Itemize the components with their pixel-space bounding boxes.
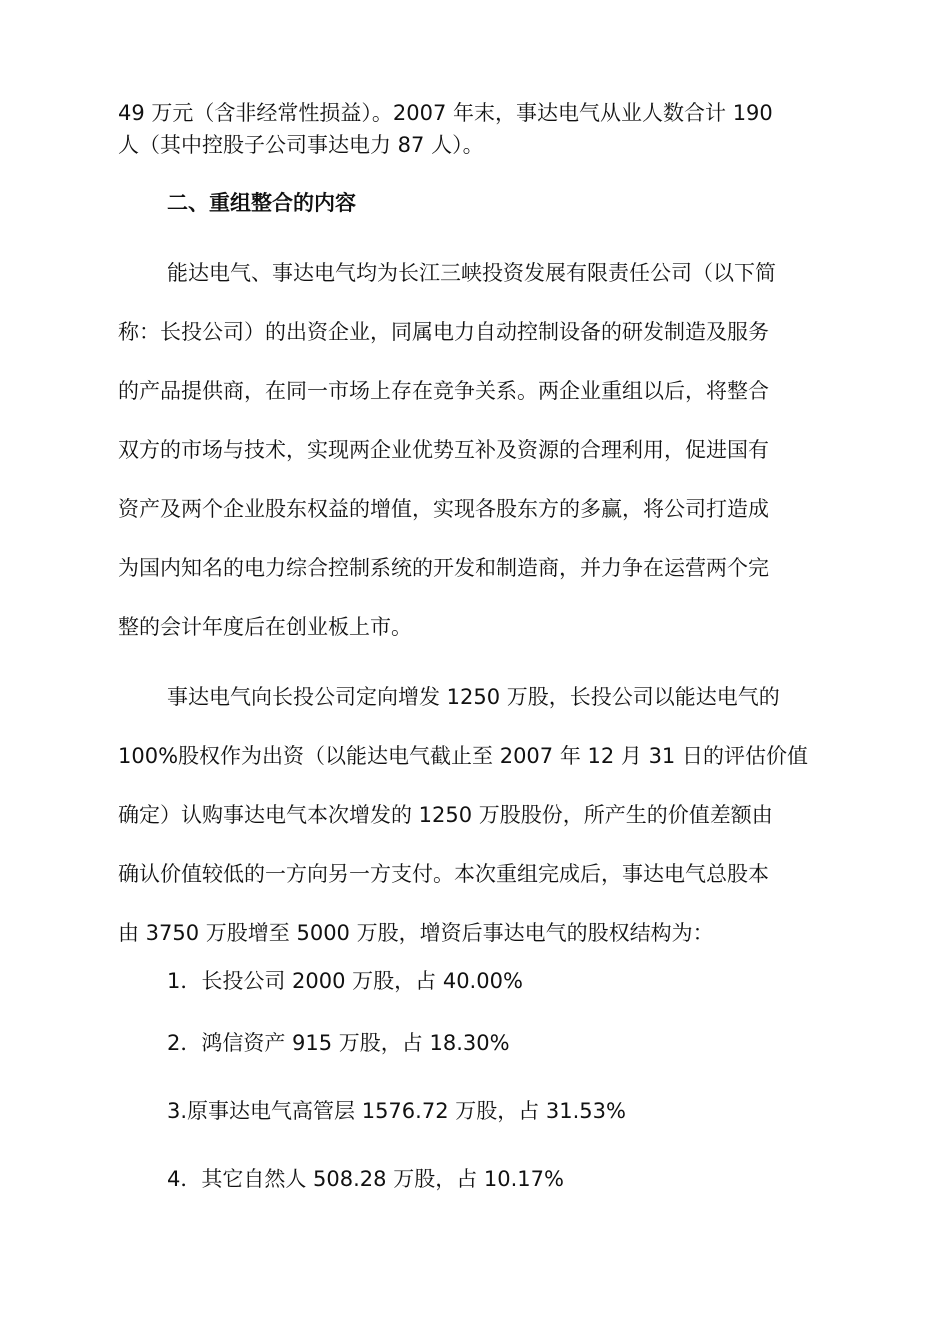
paragraph1-line-6: 为国内知名的电力综合控制系统的开发和制造商，并力争在运营两个完 [118, 556, 769, 580]
paragraph1-line-4: 双方的市场与技术，实现两企业优势互补及资源的合理利用，促进国有 [118, 438, 769, 462]
paragraph1-line-5: 资产及两个企业股东权益的增值，实现各股东方的多赢，将公司打造成 [118, 497, 769, 521]
paragraph2-line-2: 100%股权作为出资（以能达电气截止至 2007 年 12 月 31 日的评估价值 [118, 744, 808, 768]
paragraph1-line-1: 能达电气、事达电气均为长江三峡投资发展有限责任公司（以下简 [167, 261, 776, 285]
paragraph1-line-7: 整的会计年度后在创业板上市。 [118, 615, 412, 639]
list-item: 3.原事达电气高管层 1576.72 万股，占 31.53% [167, 1099, 626, 1123]
section-heading: 二、重组整合的内容 [167, 191, 356, 215]
list-item: 4．其它自然人 508.28 万股，占 10.17% [167, 1167, 564, 1191]
intro-line-1: 49 万元（含非经常性损益）。2007 年末，事达电气从业人数合计 190 [118, 101, 773, 125]
intro-line-2: 人（其中控股子公司事达电力 87 人）。 [118, 133, 484, 157]
paragraph2-line-3: 确定）认购事达电气本次增发的 1250 万股股份，所产生的价值差额由 [118, 803, 773, 827]
paragraph1-line-2: 称：长投公司）的出资企业，同属电力自动控制设备的研发制造及服务 [118, 320, 769, 344]
paragraph1-line-3: 的产品提供商，在同一市场上存在竞争关系。两企业重组以后，将整合 [118, 379, 769, 403]
paragraph2-line-4: 确认价值较低的一方向另一方支付。本次重组完成后，事达电气总股本 [118, 862, 769, 886]
paragraph2-line-1: 事达电气向长投公司定向增发 1250 万股，长投公司以能达电气的 [167, 685, 780, 709]
list-item: 2．鸿信资产 915 万股，占 18.30% [167, 1031, 510, 1055]
list-item: 1．长投公司 2000 万股，占 40.00% [167, 969, 523, 993]
paragraph2-line-5: 由 3750 万股增至 5000 万股，增资后事达电气的股权结构为： [118, 921, 714, 945]
